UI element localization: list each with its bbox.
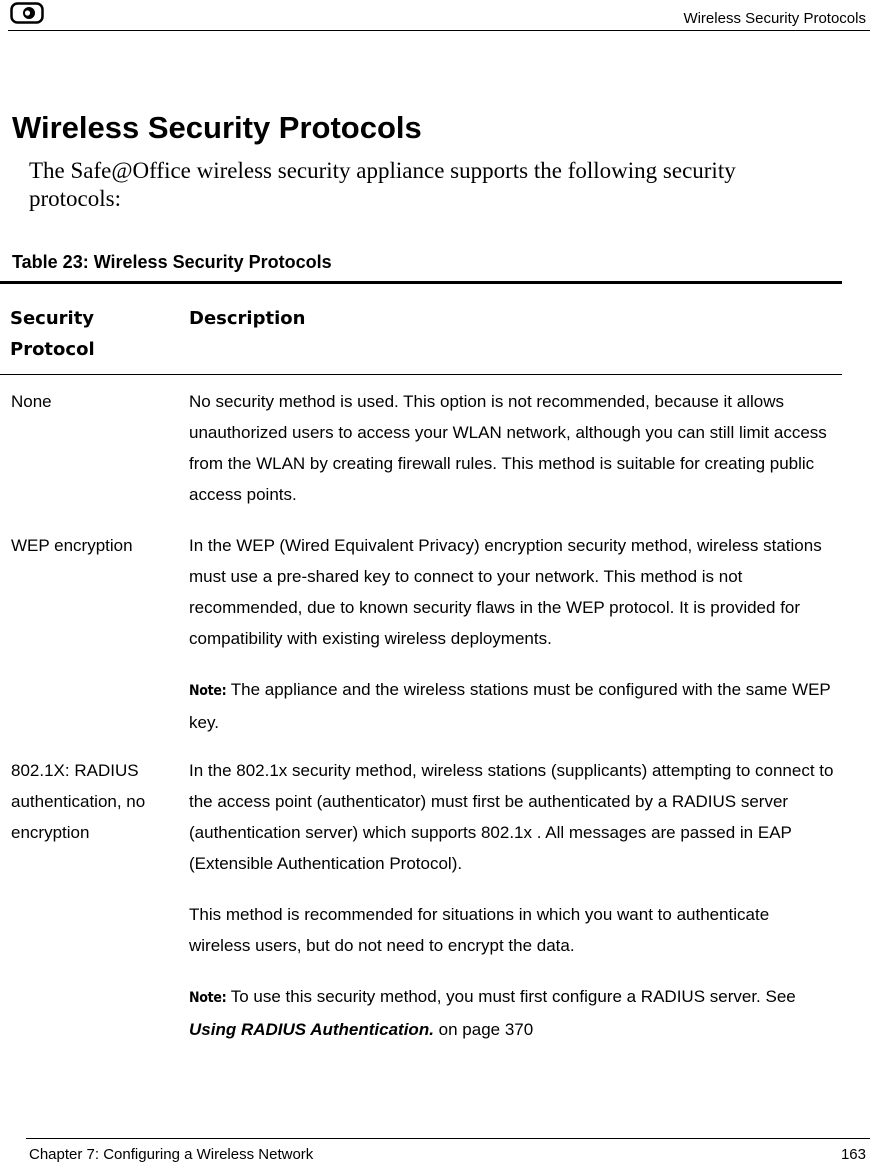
note-text: The appliance and the wireless stations must be configured with the same WEP key.	[189, 680, 831, 732]
table-row-8021x-description-2: This method is recommended for situations in which you want to authenticate wireless users, but do not need to encrypt the data.	[189, 905, 770, 955]
page-title: Wireless Security Protocols	[12, 110, 422, 145]
note-label: Note:	[189, 683, 227, 699]
table-row-wep-protocol: WEP encryption	[11, 536, 133, 555]
table-top-rule	[0, 281, 842, 284]
running-header-title: Wireless Security Protocols	[683, 10, 866, 27]
footer-rule	[26, 1138, 870, 1139]
table-row-8021x-description: In the 802.1x security method, wireless stations (supplicants) attempting to connect to the access point (authenticator) must first be authenticated by a RADIUS server (authentication server) which supports 802.1x . All messages are passed in EAP (Extensible Authentication Protocol).	[189, 761, 834, 873]
safe-at-office-logo-icon	[10, 2, 44, 24]
table-row-wep-description: In the WEP (Wired Equivalent Privacy) encryption security method, wireless stations must use a pre-shared key to connect to your network. This method is not recommended, due to known security flaws in the WEP protocol. It is provided for compatibility with existing wireless deployments.	[189, 536, 822, 648]
cross-reference-link[interactable]: Using RADIUS Authentication.	[189, 1020, 434, 1039]
table-row-wep-note	[189, 674, 834, 738]
column-header-description: Description	[189, 308, 306, 329]
column-header-security-protocol: Security Protocol	[10, 308, 95, 360]
table-header-rule	[0, 374, 842, 375]
intro-paragraph: The Safe@Office wireless security appliance supports the following security protocols:	[29, 158, 736, 211]
note-text: To use this security method, you must first configure a RADIUS server. See	[226, 987, 796, 1006]
table-row-8021x-protocol: 802.1X: RADIUS authentication, no encryption	[11, 761, 146, 842]
footer-chapter-title: Chapter 7: Configuring a Wireless Network	[29, 1146, 314, 1163]
table-row-8021x-note	[189, 981, 834, 1045]
note-page-ref: on page 370	[433, 1020, 534, 1039]
footer-page-number: 163	[840, 1146, 866, 1163]
table-row-none-description: No security method is used. This option is not recommended, because it allows unauthorized users to access your WLAN network, although you can still limit access from the WLAN by creating firewall rules. This method is suitable for creating public access points.	[189, 392, 827, 504]
header-rule	[8, 30, 870, 31]
table-caption: Table 23: Wireless Security Protocols	[12, 252, 332, 272]
table-row-none-protocol: None	[11, 392, 52, 411]
note-label: Note:	[189, 990, 227, 1006]
